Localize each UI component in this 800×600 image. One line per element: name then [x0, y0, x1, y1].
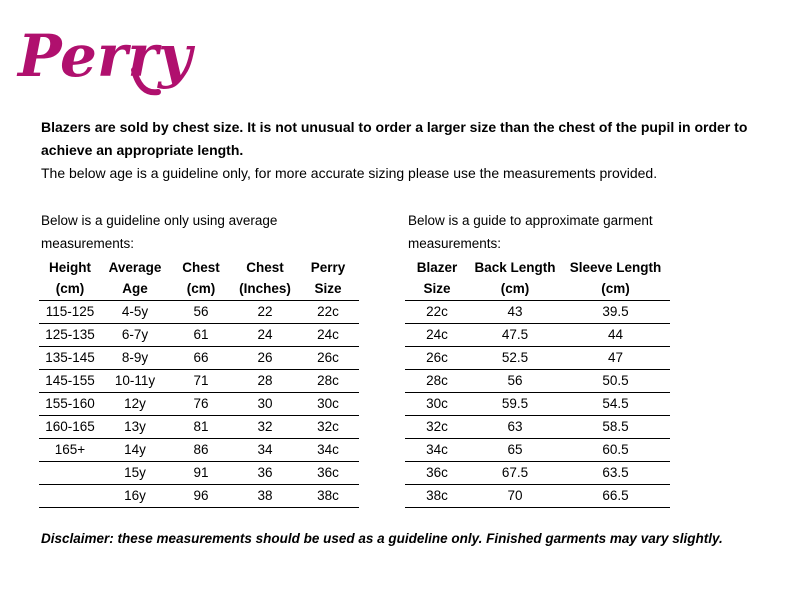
table-row — [405, 370, 670, 393]
table-cell: 67.5 — [469, 462, 561, 485]
table-cell: 66 — [169, 347, 233, 370]
table-row — [405, 416, 670, 439]
table-row — [39, 347, 359, 370]
table-cell: 39.5 — [561, 301, 670, 324]
table-row — [405, 439, 670, 462]
column-header-unit: Size — [314, 281, 342, 296]
table-cell — [39, 485, 101, 508]
table-cell: 24c — [405, 324, 469, 347]
table-cell: 22c — [405, 301, 469, 324]
table-cell: 28c — [405, 370, 469, 393]
intro-text — [41, 116, 761, 185]
table-cell: 34 — [233, 439, 297, 462]
table-cell: 13y — [101, 416, 169, 439]
column-header-unit: (cm) — [500, 281, 530, 296]
column-header-unit: (cm) — [186, 281, 216, 296]
table-cell: 32 — [233, 416, 297, 439]
column-header: Back Length — [474, 260, 556, 275]
table-cell: 81 — [169, 416, 233, 439]
column-header-unit: (Inches) — [239, 281, 291, 296]
table-row — [39, 393, 359, 416]
table-cell: 165+ — [39, 439, 101, 462]
table-cell: 14y — [101, 439, 169, 462]
table-row — [405, 393, 670, 416]
column-header-unit: (cm) — [55, 281, 85, 296]
table-cell: 96 — [169, 485, 233, 508]
table-cell: 145-155 — [39, 370, 101, 393]
body-measurements-table — [39, 257, 359, 508]
table-cell: 44 — [561, 324, 670, 347]
table-cell: 56 — [469, 370, 561, 393]
table-cell: 22 — [233, 301, 297, 324]
table-cell: 8-9y — [101, 347, 169, 370]
table-cell: 59.5 — [469, 393, 561, 416]
logo-wordmark: Perry — [18, 22, 192, 90]
table-cell: 47.5 — [469, 324, 561, 347]
table-cell: 125-135 — [39, 324, 101, 347]
table-cell: 12y — [101, 393, 169, 416]
table-cell: 24 — [233, 324, 297, 347]
table-row — [39, 370, 359, 393]
perry-logo-graphic — [16, 18, 192, 100]
table-cell: 86 — [169, 439, 233, 462]
table-row — [39, 301, 359, 324]
table-cell: 54.5 — [561, 393, 670, 416]
table-cell: 58.5 — [561, 416, 670, 439]
table-cell: 16y — [101, 485, 169, 508]
table-cell: 135-145 — [39, 347, 101, 370]
table-cell: 28c — [297, 370, 359, 393]
table-cell: 26c — [297, 347, 359, 370]
column-header-unit: (cm) — [601, 281, 630, 296]
table-cell: 32c — [405, 416, 469, 439]
table-cell: 26 — [233, 347, 297, 370]
table-cell: 26c — [405, 347, 469, 370]
table-cell: 10-11y — [101, 370, 169, 393]
column-header: Sleeve Length — [569, 260, 662, 275]
table-cell: 22c — [297, 301, 359, 324]
table-cell: 60.5 — [561, 439, 670, 462]
table-cell: 61 — [169, 324, 233, 347]
table-cell: 65 — [469, 439, 561, 462]
table-cell — [39, 462, 101, 485]
table-cell: 15y — [101, 462, 169, 485]
table-row — [405, 462, 670, 485]
column-header: Blazer — [416, 260, 458, 275]
table-row — [405, 485, 670, 508]
table-cell: 34c — [405, 439, 469, 462]
table-cell: 91 — [169, 462, 233, 485]
intro-bold-paragraph: Blazers are sold by chest size. It is not unusual to order a larger size than the chest of the pupil in order to achieve an appropriate length. — [41, 119, 748, 158]
table-cell: 160-165 — [39, 416, 101, 439]
left-table-caption: Below is a guideline only using average measurements: — [41, 213, 278, 251]
table-cell: 36c — [297, 462, 359, 485]
table-header-row — [405, 257, 670, 278]
table-cell: 36 — [233, 462, 297, 485]
table-row — [39, 462, 359, 485]
column-header: Chest — [246, 260, 284, 275]
table-cell: 50.5 — [561, 370, 670, 393]
table-cell: 115-125 — [39, 301, 101, 324]
table-row — [405, 301, 670, 324]
column-header: Average — [108, 260, 162, 275]
column-header-unit: Size — [423, 281, 451, 296]
table-cell: 38 — [233, 485, 297, 508]
table-cell: 63 — [469, 416, 561, 439]
table-cell: 76 — [169, 393, 233, 416]
column-header: Chest — [182, 260, 220, 275]
garment-measurements-table — [405, 257, 670, 508]
table-row — [39, 485, 359, 508]
table-cell: 43 — [469, 301, 561, 324]
table-cell: 38c — [297, 485, 359, 508]
table-cell: 6-7y — [101, 324, 169, 347]
table-cell: 30 — [233, 393, 297, 416]
table-cell: 4-5y — [101, 301, 169, 324]
table-cell: 30c — [297, 393, 359, 416]
right-table-caption: Below is a guide to approximate garment measurements: — [408, 213, 653, 251]
table-header-row — [39, 257, 359, 278]
table-cell: 36c — [405, 462, 469, 485]
table-cell: 34c — [297, 439, 359, 462]
table-row — [405, 347, 670, 370]
table-cell: 30c — [405, 393, 469, 416]
table-cell: 71 — [169, 370, 233, 393]
table-header-row — [405, 278, 670, 301]
table-cell: 155-160 — [39, 393, 101, 416]
table-row — [405, 324, 670, 347]
table-cell: 66.5 — [561, 485, 670, 508]
column-header: Perry — [310, 260, 346, 275]
column-header-unit: Age — [122, 281, 148, 296]
table-cell: 38c — [405, 485, 469, 508]
table-cell: 70 — [469, 485, 561, 508]
table-row — [39, 439, 359, 462]
table-cell: 63.5 — [561, 462, 670, 485]
column-header: Height — [49, 260, 91, 275]
table-row — [39, 416, 359, 439]
table-cell: 28 — [233, 370, 297, 393]
table-header-row — [39, 278, 359, 301]
table-cell: 52.5 — [469, 347, 561, 370]
table-row — [39, 324, 359, 347]
table-cell: 56 — [169, 301, 233, 324]
table-cell: 47 — [561, 347, 670, 370]
disclaimer-text: Disclaimer: these measurements should be used as a guideline only. Finished garments may vary slightly. — [41, 531, 723, 546]
intro-normal-paragraph: The below age is a guideline only, for more accurate sizing please use the measurements provided. — [41, 165, 658, 181]
perry-logo — [16, 18, 192, 100]
table-cell: 24c — [297, 324, 359, 347]
table-cell: 32c — [297, 416, 359, 439]
